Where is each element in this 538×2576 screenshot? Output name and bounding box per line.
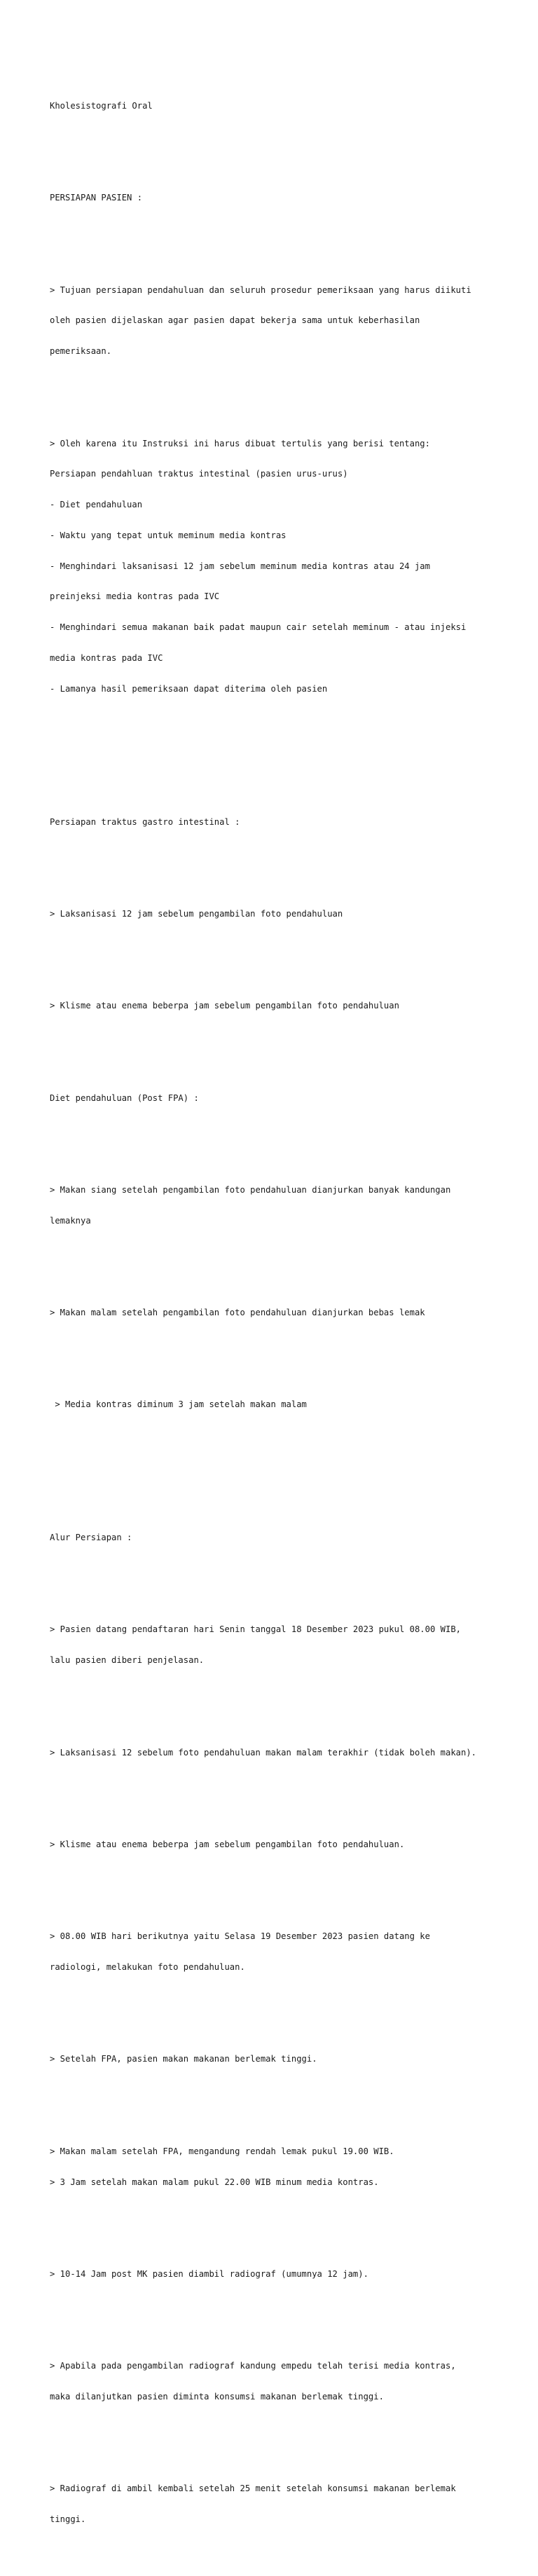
text-line: media kontras pada IVC: [50, 653, 163, 664]
text-line: tinggi.: [50, 2514, 86, 2525]
text-line: > Pasien datang pendaftaran hari Senin tanggal 18 Desember 2023 pukul 08.00 WIB,: [50, 1624, 461, 1635]
list-item: [50, 1911, 526, 1993]
list-item: [50, 2126, 526, 2208]
text-line: radiologi, melakukan foto pendahuluan.: [50, 1962, 245, 1973]
section-heading: [50, 796, 526, 847]
text-line: > Makan malam setelah pengambilan foto pendahuluan dianjurkan bebas lemak: [50, 1308, 425, 1318]
section-heading: [50, 172, 526, 224]
list-item: - Diet pendahuluan: [50, 500, 143, 510]
text-line: > Klisme atau enema beberpa jam sebelum pengambilan foto pendahuluan.: [50, 1839, 405, 1849]
list-item: [50, 2034, 526, 2085]
list-item: [50, 2249, 526, 2300]
heading-traktus-gastro: Persiapan traktus gastro intestinal :: [50, 816, 240, 827]
document-title: [50, 81, 526, 132]
blank-line: [50, 1472, 526, 1482]
text-line: > Klisme atau enema beberpa jam sebelum pengambilan foto pendahuluan: [50, 1001, 399, 1011]
text-line: > Laksanisasi 12 jam sebelum pengambilan foto pendahuluan: [50, 908, 343, 919]
text-line: > 10-14 Jam post MK pasien diambil radiograf (umumnya 12 jam).: [50, 2268, 368, 2279]
heading-diet-pendahuluan: Diet pendahuluan (Post FPA) :: [50, 1092, 199, 1103]
text-line: > Makan malam setelah FPA, mengandung rendah lemak pukul 19.00 WIB.: [50, 2146, 394, 2156]
list-item: [50, 1287, 526, 1338]
heading-alur-persiapan: Alur Persiapan :: [50, 1533, 132, 1543]
text-line: > Radiograf di ambil kembali setelah 25 menit setelah konsumsi makanan berlemak: [50, 2483, 456, 2494]
text-line: maka dilanjutkan pasien diminta konsumsi makanan berlemak tinggi.: [50, 2391, 384, 2402]
list-item: [50, 2341, 526, 2423]
blank-line: [50, 755, 526, 766]
list-item: - Waktu yang tepat untuk meminum media kontras: [50, 530, 287, 540]
text-line: > Tujuan persiapan pendahuluan dan seluruh prosedur pemeriksaan yang harus diikuti: [50, 285, 471, 295]
text-line: > Apabila pada pengambilan radiograf kandung empedu telah terisi media kontras,: [50, 2361, 456, 2371]
paragraph-tujuan: [50, 264, 526, 377]
heading-persiapan-pasien: PERSIAPAN PASIEN :: [50, 193, 143, 203]
title-line: Kholesistografi Oral: [50, 100, 153, 111]
list-item: - Menghindari laksanisasi 12 jam sebelum meminum media kontras atau 24 jam: [50, 561, 430, 571]
text-line: > Media kontras diminum 3 jam setelah makan malam: [50, 1399, 307, 1410]
list-item: [50, 2463, 526, 2545]
text-line: Persiapan pendahluan traktus intestinal (pasien urus-urus): [50, 469, 348, 479]
text-line: > Oleh karena itu Instruksi ini harus dibuat tertulis yang berisi tentang:: [50, 438, 430, 448]
text-line: pemeriksaan.: [50, 346, 112, 357]
list-item: [50, 1165, 526, 1247]
text-line: oleh pasien dijelaskan agar pasien dapat bekerja sama untuk keberhasilan: [50, 315, 420, 326]
document-page: [50, 50, 526, 2576]
list-item: [50, 1604, 526, 1686]
section-heading: [50, 1072, 526, 1123]
list-item: - Lamanya hasil pemeriksaan dapat diterima oleh pasien: [50, 683, 328, 694]
list-item: [50, 889, 526, 940]
list-item: [50, 1379, 526, 1430]
paragraph-instruksi: [50, 418, 526, 714]
list-item: - Menghindari semua makanan baik padat maupun cair setelah meminum - atau injeksi: [50, 622, 467, 633]
list-item: [50, 1727, 526, 1778]
text-line: lalu pasien diberi penjelasan.: [50, 1655, 205, 1666]
text-line: > Laksanisasi 12 sebelum foto pendahuluan makan malam terakhir (tidak boleh makan).: [50, 1747, 477, 1758]
text-line: > 3 Jam setelah makan malam pukul 22.00 WIB minum media kontras.: [50, 2177, 379, 2187]
section-heading: [50, 1512, 526, 1563]
text-line: lemaknya: [50, 1215, 91, 1226]
text-line: > Setelah FPA, pasien makan makanan berlemak tinggi.: [50, 2054, 317, 2064]
text-line: > 08.00 WIB hari berikutnya yaitu Selasa 19 Desember 2023 pasien datang ke: [50, 1931, 430, 1942]
text-line: > Makan siang setelah pengambilan foto pendahuluan dianjurkan banyak kandungan: [50, 1184, 451, 1195]
text-line: preinjeksi media kontras pada IVC: [50, 591, 220, 602]
list-item: [50, 980, 526, 1032]
list-item: [50, 1819, 526, 1870]
